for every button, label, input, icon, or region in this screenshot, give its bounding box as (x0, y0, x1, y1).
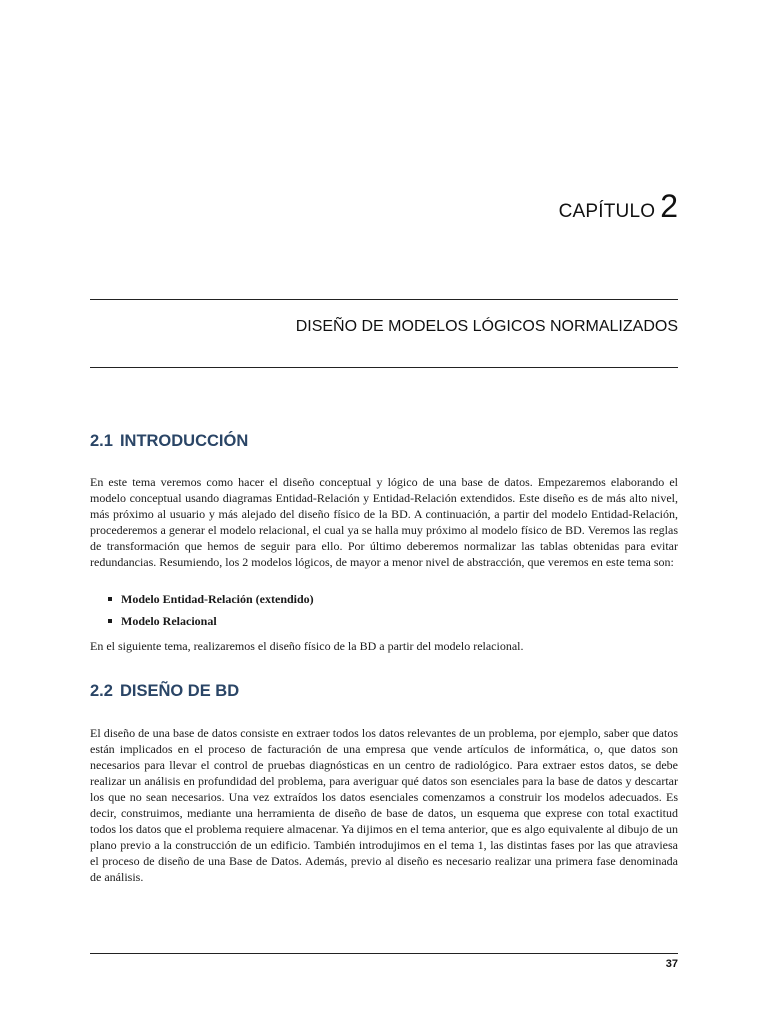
chapter-word: CAPÍTULO (558, 201, 656, 222)
chapter-number: 2 (660, 188, 678, 224)
logical-models-list (108, 591, 314, 635)
intro-paragraph: En este tema veremos como hacer el diseño conceptual y lógico de una base de datos. Empezaremos elaborando el modelo conceptual usando diagramas Entidad-Relación y Entidad-Relación extendidos. Este diseño es de más alto nivel, más próximo al usuario y más alejado del diseño físico de la BD. A continuación, a partir del modelo Entidad-Relación, procederemos a generar el modelo relacional, el cual ya se halla muy próximo al modelo físico de BD. Veremos las reglas de transformación que hemos de seguir para ello. Por último deberemos normalizar las tablas obtenidas para evitar redundancias. Resumiendo, los 2 modelos lógicos, de mayor a menor nivel de abstracción, que veremos en este tema son: (90, 475, 678, 569)
after-list-paragraph: En el siguiente tema, realizaremos el diseño físico de la BD a partir del modelo relacional. (90, 639, 524, 653)
section-number: 2.2 (90, 682, 113, 700)
list-item-text: Modelo Relacional (121, 613, 217, 628)
section-number: 2.1 (90, 432, 113, 450)
chapter-title-top-rule (90, 299, 678, 300)
chapter-title: DISEÑO DE MODELOS LÓGICOS NORMALIZADOS (295, 318, 678, 335)
bullet-square-icon (108, 597, 112, 601)
section-title: DISEÑO DE BD (119, 682, 240, 700)
bullet-square-icon (108, 619, 112, 623)
section-title: INTRODUCCIÓN (119, 432, 249, 450)
list-item (108, 613, 314, 629)
list-item (108, 591, 314, 607)
list-item-text: Modelo Entidad-Relación (extendido) (121, 591, 314, 606)
page-number: 37 (665, 958, 678, 970)
chapter-title-bottom-rule (90, 367, 678, 368)
diseno-paragraph: El diseño de una base de datos consiste en extraer todos los datos relevantes de un problema, por ejemplo, saber que datos están implicados en el proceso de facturación de una empresa que vende artículos de informática, o, que datos son necesarios para llevar el control de pruebas diagnósticas en un centro de radiológico. Para extraer estos datos, se debe realizar un análisis en profundidad del problema, para averiguar qué datos son esenciales para la base de datos y descartar los que no sean necesarios. Una vez extraídos los datos esenciales comenzamos a construir los modelos adecuados. Es decir, construimos, mediante una herramienta de diseño de base de datos, un esquema que exprese con total exactitud todos los datos que el problema requiere almacenar. Ya dijimos en el tema anterior, que es algo equivalente al dibujo de un plano previo a la construcción de un edificio. También introdujimos en el tema 1, las distintas fases por las que atraviesa el proceso de diseño de una Base de Datos. Además, previo al diseño es necesario realizar una primera fase denominada de análisis. (90, 726, 679, 884)
section-heading-diseno-de-bd (90, 682, 239, 701)
section-heading-introduccion (90, 432, 248, 451)
chapter-label (559, 188, 678, 225)
footer-rule (90, 953, 678, 954)
